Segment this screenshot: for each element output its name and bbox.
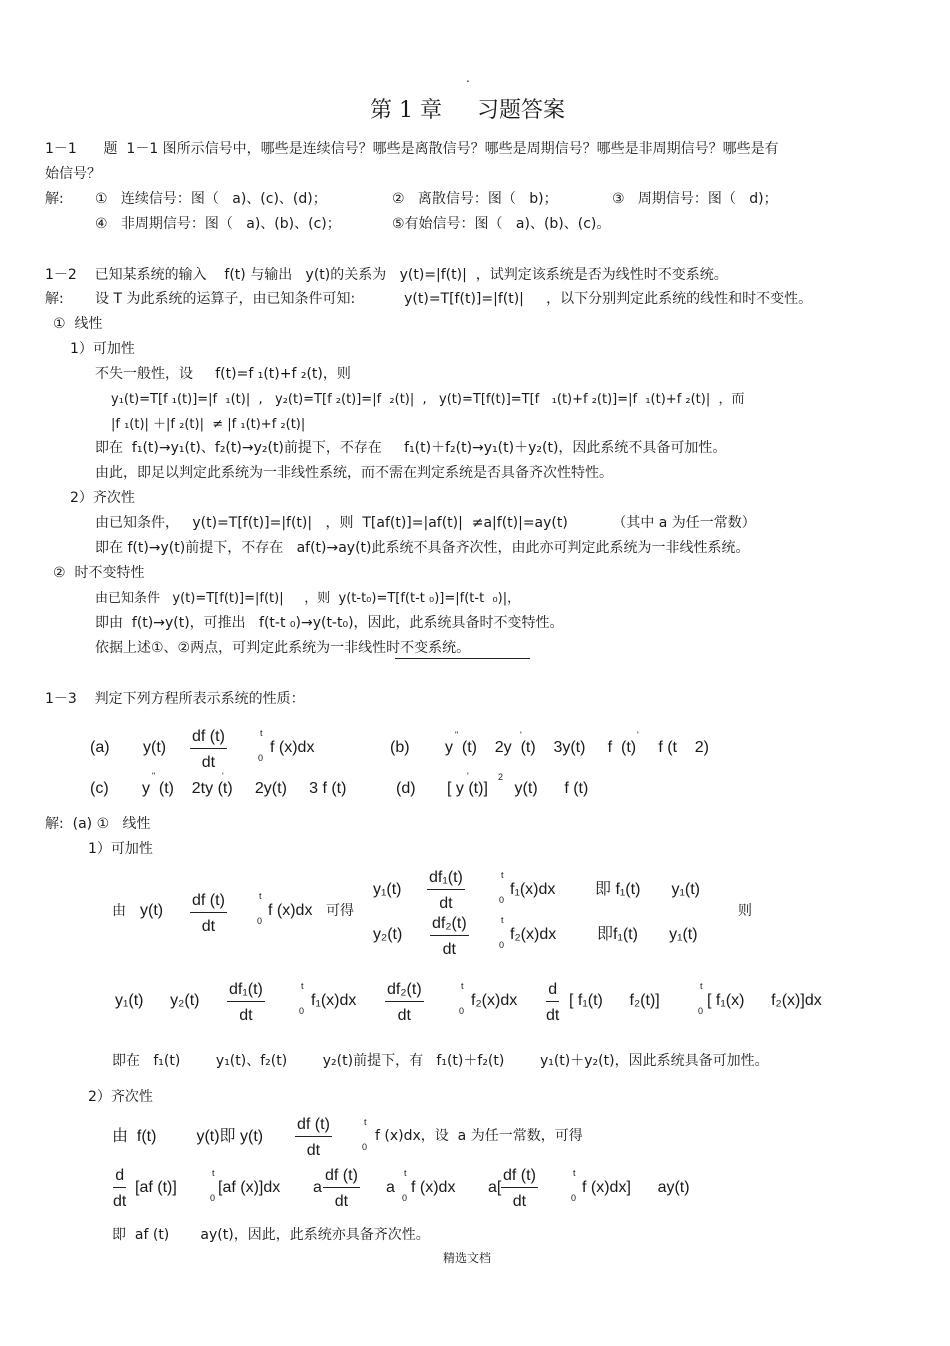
lower-limit: 0 xyxy=(299,1006,305,1016)
upper-limit: t xyxy=(501,915,504,925)
homog-a-bracket: a[ xyxy=(488,1179,502,1196)
integral-f2: f₂(x)dx xyxy=(510,926,557,943)
answer-label: 解: xyxy=(45,191,64,207)
page-footer: 精选文档 xyxy=(443,1251,492,1265)
heading-homogeneity: 2）齐次性 xyxy=(70,490,135,506)
page-title: 第 1 章 习题答案 xyxy=(370,98,565,123)
lower-limit: 0 xyxy=(402,1193,408,1203)
eq-b-equation: y (t) 2y (t) 3y(t) f (t) f (t 2) xyxy=(445,739,710,756)
implies-1: 即 f₁(t) y₁(t) xyxy=(595,881,701,898)
additivity-conclusion: 即在 f₁(t) y₁(t)、f₂(t) y₂(t)前提下，有 f₁(t)＋f₂(t) y₁(t)＋y₂(t)，因此系统具备可加性。 xyxy=(112,1053,769,1069)
conclusion-underline xyxy=(395,658,530,659)
lower-limit: 0 xyxy=(499,895,505,905)
problem-1-2-question: 1－2 已知某系统的输入 f(t) 与输出 y(t)的关系为 y(t)=|f(t)| ，试判定该系统是否为线性时不变系统。 xyxy=(45,267,728,283)
sum-derivative-f1: $\frac{\text{df₁(t)}}{dt}$ xyxy=(229,981,263,1024)
homog-after: f (x)dx，设 a 为任一常数，可得 xyxy=(375,1128,583,1144)
time-invariance-line-1: 由已知条件 y(t)=T[f(t)]=|f(t)| ，则 y(t-t₀)=T[f(t-t ₀)]=|f(t-t ₀)|， xyxy=(95,591,521,606)
eq-c-prime: ' xyxy=(222,771,224,781)
derivative-f2: $\frac{\text{df₂(t)}}{dt}$ xyxy=(432,915,467,958)
eq-a-lower-limit: 0 xyxy=(258,753,264,763)
problem-1-3-question: 1－3 判定下列方程所表示系统的性质： xyxy=(45,691,305,707)
answer-discrete: ② 离散信号：图（ b)； xyxy=(392,191,558,207)
text-then: 则 xyxy=(738,903,752,919)
eq-d-prime: ' xyxy=(467,771,469,781)
answer-label: 解: xyxy=(45,291,64,307)
y2: y₂(t) xyxy=(373,926,403,943)
heading-homogeneity-b: 2）齐次性 xyxy=(88,1089,153,1105)
lower-limit: 0 xyxy=(362,1142,368,1152)
eq-a-lhs: y(t) xyxy=(143,739,167,756)
text-yields: 可得 xyxy=(326,903,354,919)
homog-af: [af (t)] xyxy=(135,1179,177,1196)
derivative-f1: $\frac{\text{df₁(t)}}{dt}$ xyxy=(429,869,463,912)
homog-derivative-3: $\frac{df (t)}{dt}$ xyxy=(503,1167,536,1210)
homog-derivative: $\frac{df (t)}{dt}$ xyxy=(297,1116,330,1159)
heading-linearity: ① 线性 xyxy=(53,316,103,332)
sum-derivative-f2: $\frac{\text{df₂(t)}}{dt}$ xyxy=(387,981,422,1024)
lower-limit: 0 xyxy=(698,1006,704,1016)
homog-af-int: [af (x)]dx xyxy=(218,1179,281,1196)
answer-periodic: ③ 周期信号：图（ d)； xyxy=(612,191,778,207)
homog-int-2: f (x)dx xyxy=(411,1179,456,1196)
sum-bracket: [ f₁(t) f₂(t)] xyxy=(569,992,660,1009)
eq-c-equation: y (t) 2ty (t) 2y(t) 3 f (t) xyxy=(142,780,347,797)
additivity-line-3: |f ₁(t)| ＋|f ₂(t)| ≠ |f ₁(t)+f ₂(t)| xyxy=(111,417,306,432)
eq-c-prime: " xyxy=(152,771,156,781)
homog-d-dt: $\frac{d}{dt}$ xyxy=(113,1167,127,1210)
upper-limit: t xyxy=(573,1168,576,1178)
additivity-line-1: 不失一般性，设 f(t)=f ₁(t)+f ₂(t)，则 xyxy=(95,366,351,382)
eq-d-square: 2 xyxy=(498,772,504,782)
lower-limit: 0 xyxy=(210,1193,216,1203)
solution-label: 解: (a) ① 线性 xyxy=(45,816,151,832)
sum-integral: [ f₁(x) f₂(x)]dx xyxy=(707,992,822,1009)
homog-a-2: a xyxy=(386,1179,395,1196)
eq-b-prime: ' xyxy=(520,730,522,740)
eq-a-integral: f (x)dx xyxy=(270,739,315,756)
answer-aperiodic: ④ 非周期信号：图（ a)、(b)、(c)； xyxy=(95,216,341,232)
time-invariance-line-2: 即由 f(t)→y(t)，可推出 f(t-t ₀)→y(t-t₀)，因此，此系统具备时不变特性。 xyxy=(95,615,564,631)
homog-from: 由 f(t) y(t)即 y(t) xyxy=(112,1128,264,1145)
eq-b-label: (b) xyxy=(390,739,410,756)
problem-1-1-question-cont: 始信号？ xyxy=(45,166,101,182)
upper-limit: t xyxy=(501,870,504,880)
heading-additivity-b: 1）可加性 xyxy=(88,841,153,857)
heading-time-invariance: ② 时不变特性 xyxy=(53,565,145,581)
integral-f1: f₁(x)dx xyxy=(510,881,556,898)
eq-a-label: (a) xyxy=(90,739,110,756)
eq-c-label: (c) xyxy=(90,780,109,797)
sum-integral-f1: f₁(x)dx xyxy=(311,992,357,1009)
sum-integral-f2: f₂(x)dx xyxy=(471,992,518,1009)
eq-b-prime: ' xyxy=(637,730,639,740)
eq-d-label: (d) xyxy=(396,780,416,797)
eq-b-prime: " xyxy=(455,730,459,740)
additivity-line-2: y₁(t)=T[f ₁(t)]=|f ₁(t)| , y₂(t)=T[f ₂(t)]=|f ₂(t)| , y(t)=T[f(t)]=T[f ₁(t)+f ₂(t)]=|f ₁(t)+f ₂(t)| ，而 xyxy=(111,392,745,407)
lhs-y: y(t) xyxy=(140,902,164,919)
upper-limit: t xyxy=(212,1168,215,1178)
homog-a: a xyxy=(313,1179,322,1196)
derivative-f: $\frac{df (t)}{dt}$ xyxy=(192,892,225,935)
eq-a-derivative: $\frac{df (t)}{dt}$ xyxy=(192,728,225,771)
lower-limit: 0 xyxy=(459,1006,465,1016)
sum-d-dt: $\frac{d}{dt}$ xyxy=(546,981,560,1024)
time-invariance-conclusion: 依据上述①、②两点，可判定此系统为一非线性时不变系统。 xyxy=(95,640,471,656)
upper-limit: t xyxy=(404,1168,407,1178)
additivity-line-4: 即在 f₁(t)→y₁(t)、f₂(t)→y₂(t)前提下，不存在 f₁(t)＋f₂(t)→y₁(t)＋y₂(t)，因此系统不具备可加性。 xyxy=(95,440,727,456)
lower-limit: 0 xyxy=(571,1193,577,1203)
additivity-line-5: 由此，即足以判定此系统为一非线性系统，而不需在判定系统是否具备齐次性特性。 xyxy=(95,465,613,481)
answer-causal: ⑤有始信号：图（ a)、(b)、(c)。 xyxy=(392,216,611,232)
upper-limit: t xyxy=(301,981,304,991)
integral-f: f (x)dx xyxy=(268,902,313,919)
y1: y₁(t) xyxy=(373,881,402,898)
answer-continuous: ① 连续信号：图（ a)、(c)、(d)； xyxy=(95,191,327,207)
homogeneity-line-1: 由已知条件， y(t)=T[f(t)]=|f(t)| ，则 T[af(t)]=|af(t)| ≠a|f(t)|=ay(t) （其中 a 为任一常数） xyxy=(95,515,756,531)
homog-tail: f (x)dx] ay(t) xyxy=(582,1179,690,1196)
lower-limit: 0 xyxy=(257,916,263,926)
upper-limit: t xyxy=(259,891,262,901)
lower-limit: 0 xyxy=(499,940,505,950)
eq-d-equation: [ y (t)] y(t) f (t) xyxy=(447,780,589,797)
header-dot: . xyxy=(466,71,470,85)
upper-limit: t xyxy=(364,1117,367,1127)
upper-limit: t xyxy=(700,981,703,991)
homog-derivative-2: $\frac{df (t)}{dt}$ xyxy=(325,1167,358,1210)
homogeneity-conclusion: 即 af (t) ay(t)，因此，此系统亦具备齐次性。 xyxy=(112,1227,430,1243)
eq-a-upper-limit: t xyxy=(260,728,263,738)
upper-limit: t xyxy=(461,981,464,991)
problem-1-1-question: 1－1 题 1－1 图所示信号中，哪些是连续信号？哪些是离散信号？哪些是周期信号？哪些是非周期信号？哪些是有 xyxy=(45,141,779,157)
answer-intro: 设 T 为此系统的运算子，由已知条件可知: y(t)=T[f(t)]=|f(t)| ，以下分别判定此系统的线性和时不变性。 xyxy=(95,291,813,307)
homogeneity-line-2: 即在 f(t)→y(t)前提下，不存在 af(t)→ay(t)此系统不具备齐次性，由此亦可判定此系统为一非线性系统。 xyxy=(95,540,750,556)
text-from: 由 xyxy=(112,903,126,919)
sum-lhs: y₁(t) y₂(t) xyxy=(115,992,200,1009)
implies-2: 即f₁(t) y₁(t) xyxy=(597,926,698,943)
heading-additivity: 1）可加性 xyxy=(70,341,135,357)
